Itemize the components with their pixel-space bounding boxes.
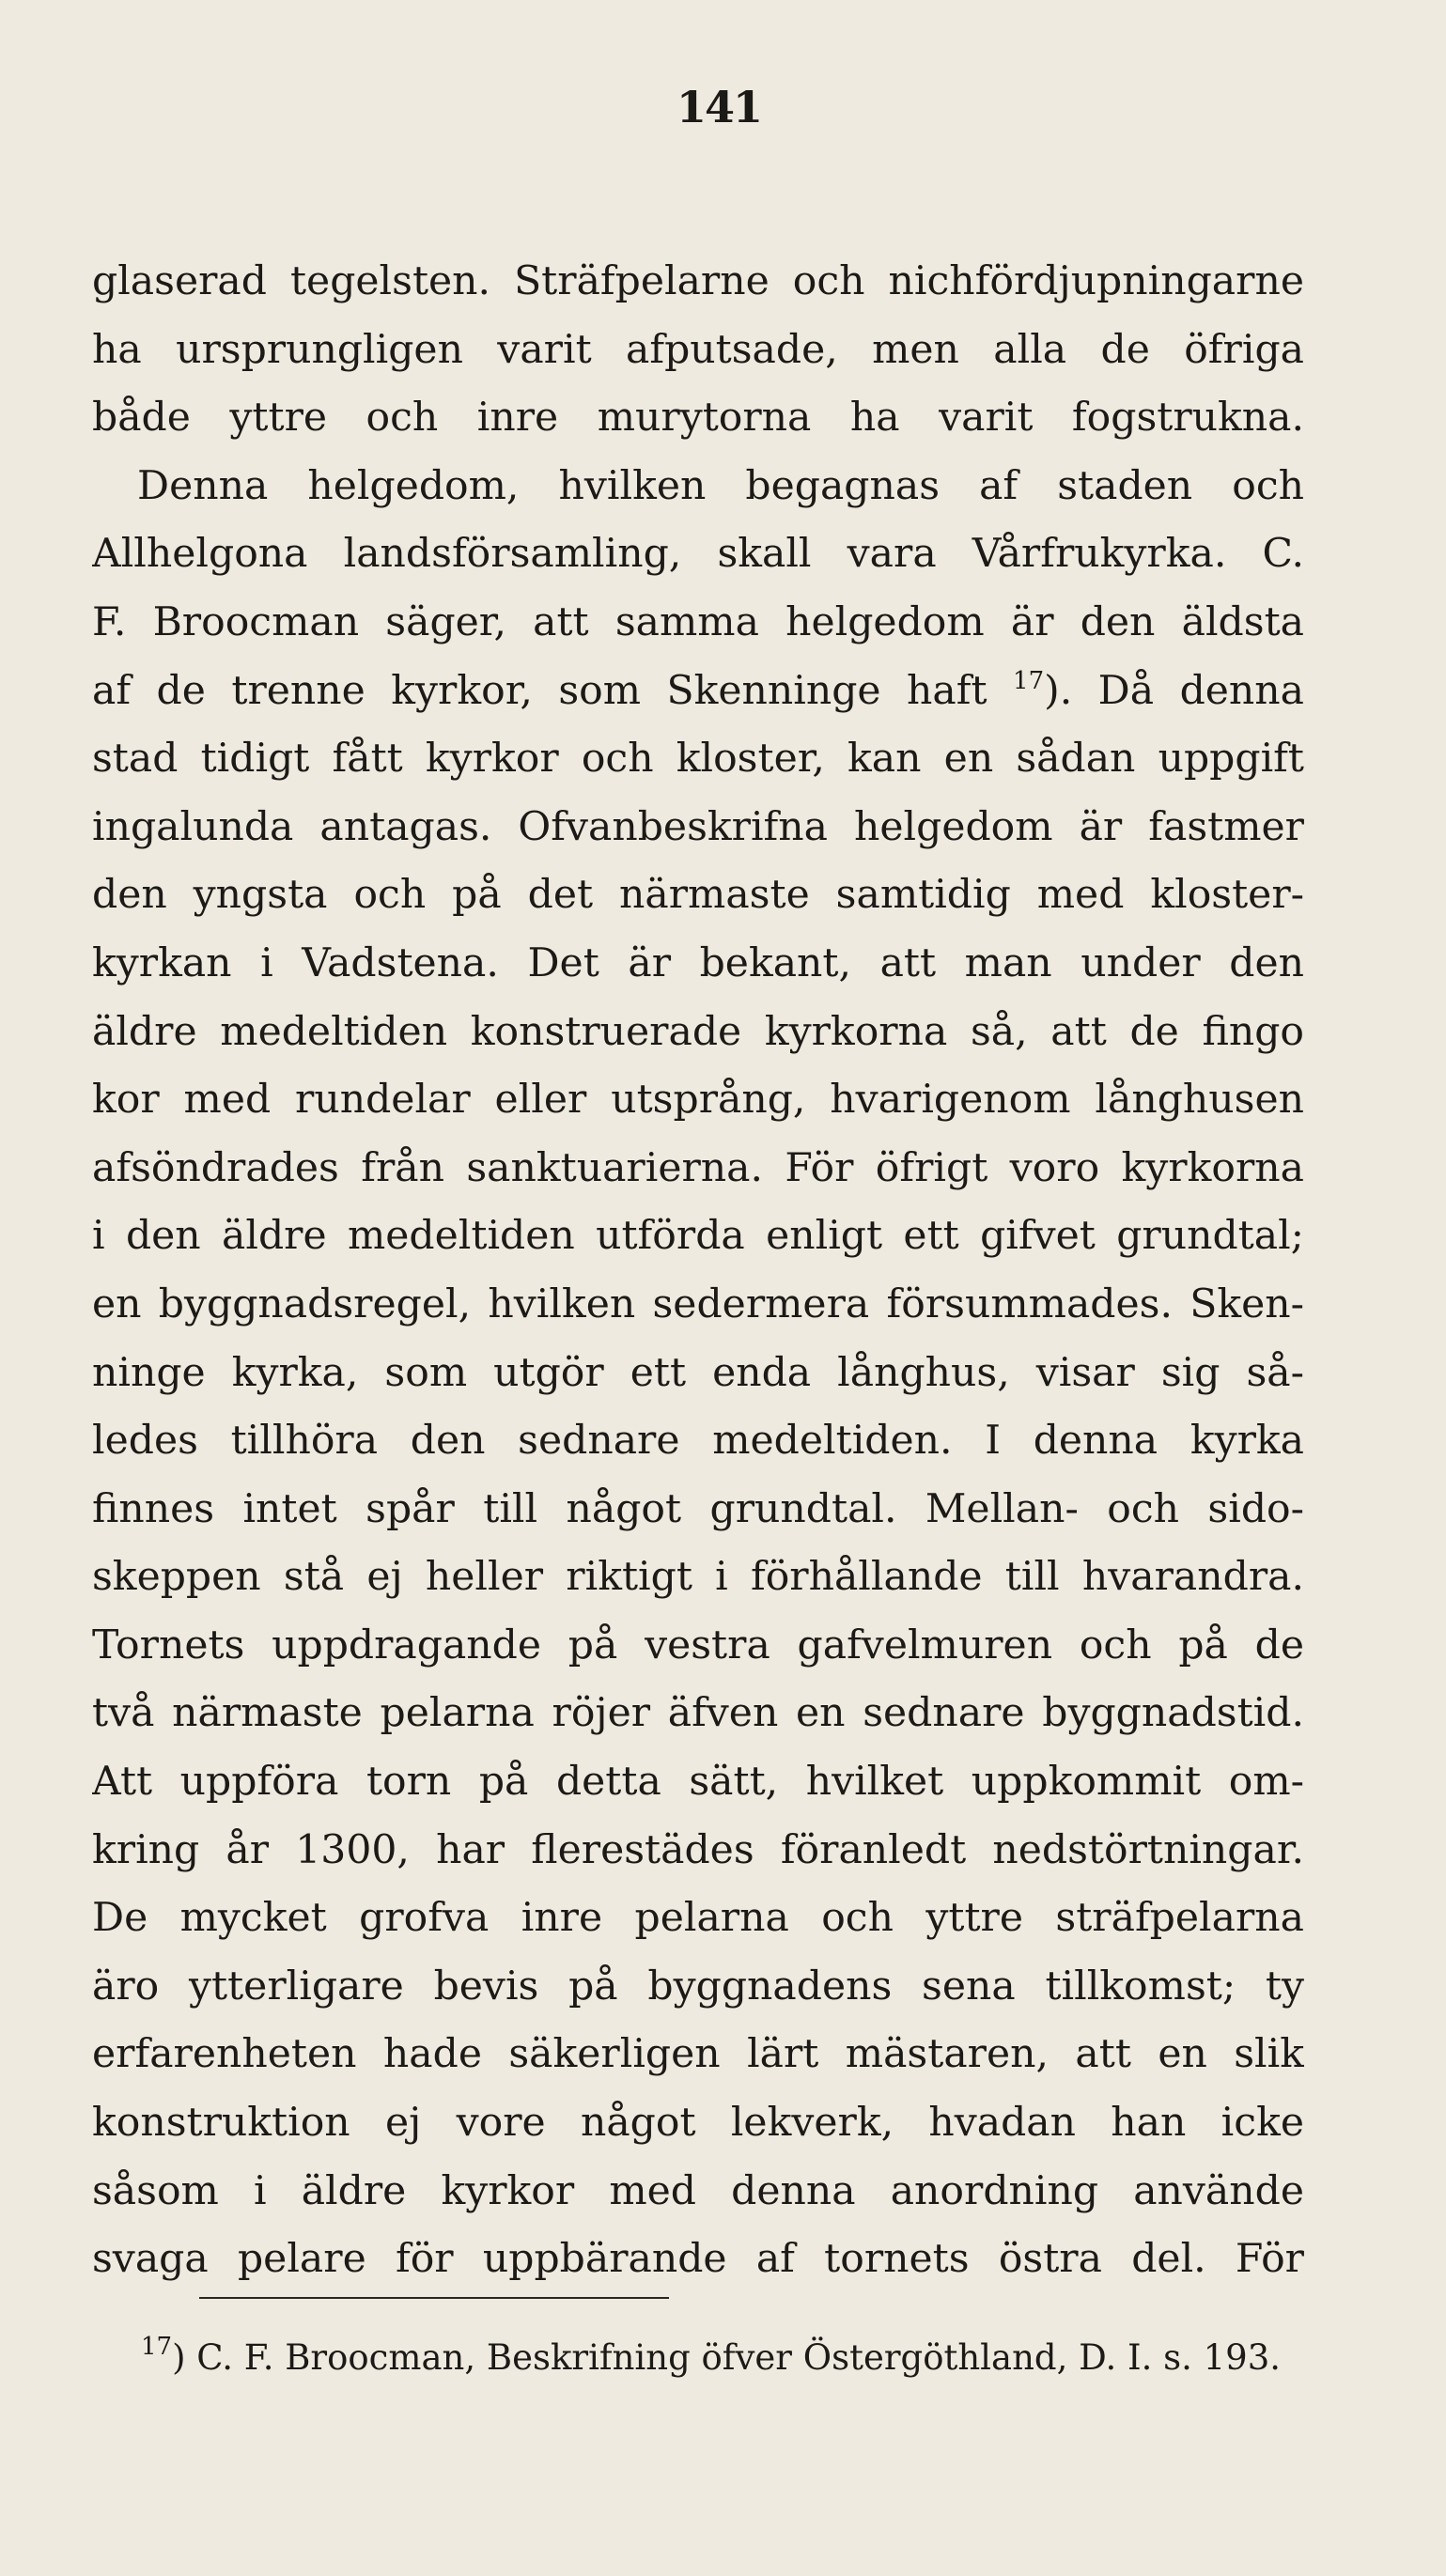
text-line: glaserad tegelsten. Sträfpelarne och nichfördjupningarne bbox=[92, 258, 1304, 304]
text-line: konstruktion ej vore något lekverk, hvadan han icke bbox=[92, 2100, 1304, 2147]
text-line: Att uppföra torn på detta sätt, hvilket uppkommit om- bbox=[92, 1759, 1304, 1806]
text-line: svaga pelare för uppbärande af tornets östra del. För bbox=[92, 2236, 1304, 2283]
text-line: såsom i äldre kyrkor med denna anordning använde bbox=[92, 2167, 1304, 2214]
footnote-divider bbox=[199, 2297, 669, 2299]
text-line: två närmaste pelarna röjer äfven en sednare byggnadstid. bbox=[92, 1690, 1304, 1737]
page-number: 141 bbox=[676, 82, 762, 132]
text-line bbox=[92, 658, 1304, 726]
text-line: ingalunda antagas. Ofvanbeskrifna helgedom är fastmer bbox=[92, 803, 1304, 850]
text-line: äldre medeltiden konstruerade kyrkorna så, att de fingo bbox=[92, 1008, 1304, 1055]
footnote-marker: 17 bbox=[141, 2333, 173, 2361]
footnote-reference: 17 bbox=[1013, 666, 1045, 695]
text-line-part: ). Då denna bbox=[1044, 667, 1304, 714]
text-line: den yngsta och på det närmaste samtidig med kloster- bbox=[92, 872, 1304, 919]
footnote bbox=[141, 2328, 1306, 2388]
text-line: afsöndrades från sanktuarierna. För öfrigt voro kyrkorna bbox=[92, 1144, 1304, 1191]
body-text bbox=[92, 248, 1304, 2294]
text-line-part: af de trenne kyrkor, som Skenninge haft bbox=[92, 667, 1014, 714]
text-line: kyrkan i Vadstena. Det är bekant, att man under den bbox=[92, 939, 1304, 986]
text-line: Tornets uppdragande på vestra gafvelmuren och på de bbox=[92, 1622, 1304, 1668]
text-line: äro ytterligare bevis på byggnadens sena tillkomst; ty bbox=[92, 1963, 1304, 2010]
text-line: De mycket grofva inre pelarna och yttre sträfpelarna bbox=[92, 1895, 1304, 1942]
text-line: en byggnadsregel, hvilken sedermera försummades. Sken- bbox=[92, 1280, 1304, 1327]
text-line: F. Broocman säger, att samma helgedom är den äldsta bbox=[92, 598, 1304, 645]
text-line: stad tidigt fått kyrkor och kloster, kan en sådan uppgift bbox=[92, 736, 1304, 783]
text-line: kring år 1300, har flerestädes föranledt nedstörtningar. bbox=[92, 1826, 1304, 1873]
text-line: både yttre och inre murytorna ha varit fogstrukna. bbox=[92, 395, 1304, 442]
text-line: erfarenheten hade säkerligen lärt mästaren, att en slik bbox=[92, 2031, 1304, 2078]
text-line: i den äldre medeltiden utförda enligt ett gifvet grundtal; bbox=[92, 1213, 1304, 1260]
footnote-text: ) C. F. Broocman, Beskrifning öfver Östergöthland, D. I. s. 193. bbox=[172, 2337, 1282, 2378]
text-line: ninge kyrka, som utgör ett enda långhus, visar sig så- bbox=[92, 1349, 1304, 1396]
text-line: Allhelgona landsförsamling, skall vara Vårfrukyrka. C. bbox=[92, 531, 1304, 578]
text-line: Denna helgedom, hvilken begagnas af staden och bbox=[137, 462, 1304, 509]
text-line: skeppen stå ej heller riktigt i förhållande till hvarandra. bbox=[92, 1554, 1304, 1601]
text-line: ha ursprungligen varit afputsade, men alla de öfriga bbox=[92, 326, 1304, 373]
text-line: finnes intet spår till något grundtal. Mellan- och sido- bbox=[92, 1485, 1304, 1532]
text-line: kor med rundelar eller utsprång, hvarigenom långhusen bbox=[92, 1077, 1304, 1124]
text-line: ledes tillhöra den sednare medeltiden. I denna kyrka bbox=[92, 1418, 1304, 1465]
